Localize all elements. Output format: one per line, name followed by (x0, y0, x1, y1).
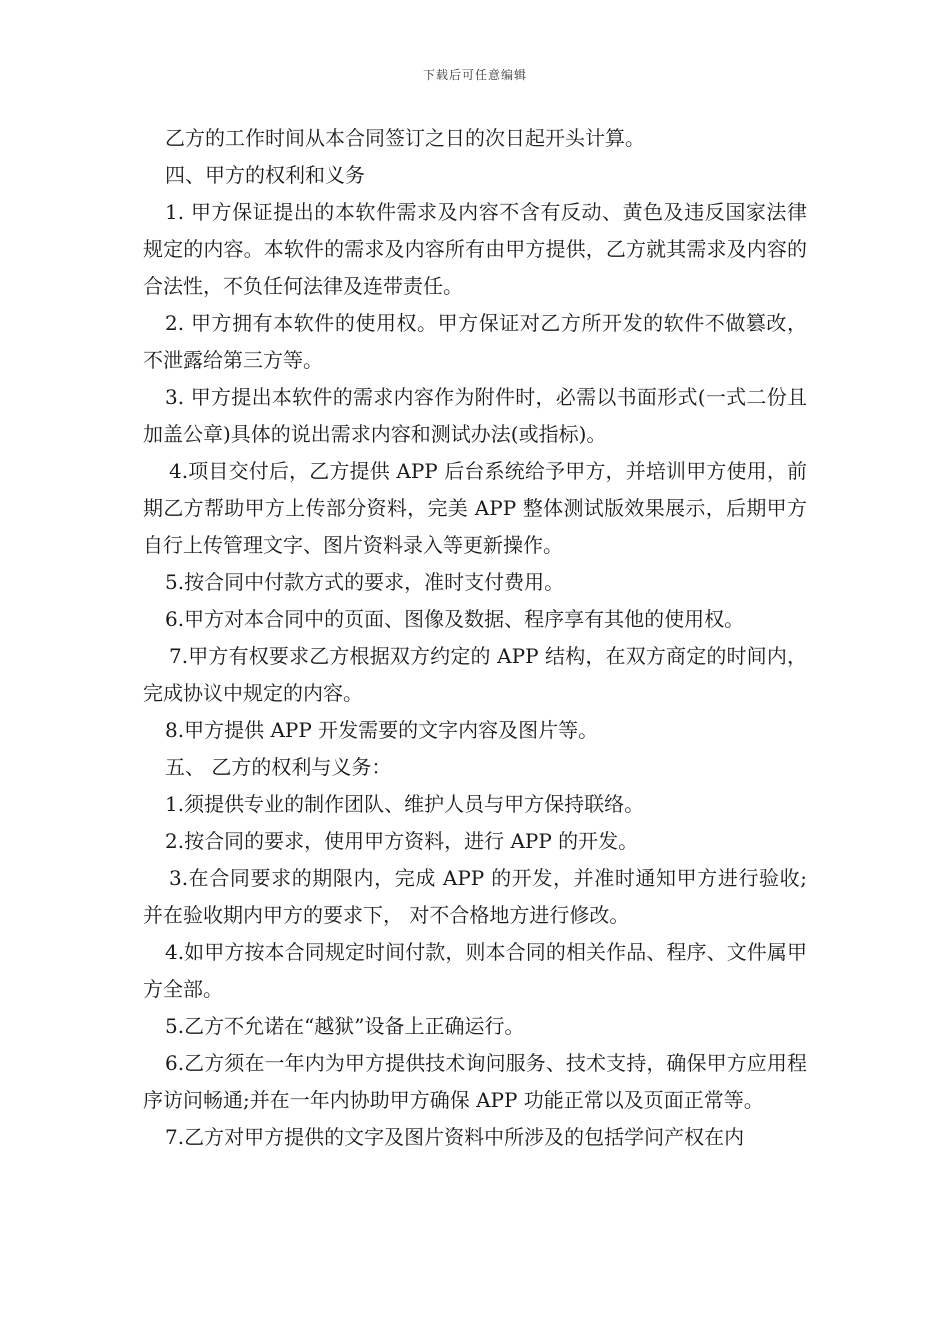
paragraph: 3. 甲方提出本软件的需求内容作为附件时，必需以书面形式(一式二份且加盖公章)具体的说出需求内容和测试办法(或指标)。 (143, 385, 807, 446)
paragraph: 8.甲方提供 APP 开发需要的文字内容及图片等。 (165, 718, 599, 742)
paragraph: 7.乙方对甲方提供的文字及图片资料中所涉及的包括学问产权在内 (165, 1125, 745, 1149)
section-heading: 五、 乙方的权利与义务： (165, 755, 392, 779)
paragraph: 4.项目交付后，乙方提供 APP 后台系统给予甲方，并培训甲方使用，前期乙方帮助甲方上传部分资料，完美 APP 整体测试版效果展示，后期甲方自行上传管理文字、图片资料录入等更新操作。 (143, 459, 807, 557)
paragraph: 4.如甲方按本合同规定时间付款，则本合同的相关作品、程序、文件属甲方全部。 (143, 940, 807, 1001)
paragraph: 2. 甲方拥有本软件的使用权。甲方保证对乙方所开发的软件不做篡改，不泄露给第三方等。 (143, 311, 807, 372)
document-body (143, 120, 807, 1156)
paragraph: 5.乙方不允诺在“越狱”设备上正确运行。 (165, 1014, 525, 1038)
paragraph: 6.甲方对本合同中的页面、图像及数据、程序享有其他的使用权。 (165, 607, 745, 631)
paragraph: 2.按合同的要求，使用甲方资料，进行 APP 的开发。 (165, 829, 639, 853)
paragraph: 6.乙方须在一年内为甲方提供技术询问服务、技术支持，确保甲方应用程序访问畅通;并在一年内协助甲方确保 APP 功能正常以及页面正常等。 (143, 1051, 807, 1112)
paragraph: 1. 甲方保证提出的本软件需求及内容不含有反动、黄色及违反国家法律规定的内容。本软件的需求及内容所有由甲方提供，乙方就其需求及内容的合法性，不负任何法律及连带责任。 (143, 200, 807, 298)
paragraph: 3.在合同要求的期限内，完成 APP 的开发，并准时通知甲方进行验收;并在验收期内甲方的要求下， 对不合格地方进行修改。 (143, 866, 807, 927)
section-heading: 四、甲方的权利和义务 (165, 163, 365, 187)
paragraph: 7.甲方有权要求乙方根据双方约定的 APP 结构，在双方商定的时间内，完成协议中规定的内容。 (143, 644, 807, 705)
header-note: 下载后可任意编辑 (422, 68, 527, 82)
paragraph: 5.按合同中付款方式的要求，准时支付费用。 (165, 570, 565, 594)
paragraph: 乙方的工作时间从本合同签订之日的次日起开头计算。 (165, 126, 645, 150)
paragraph: 1.须提供专业的制作团队、维护人员与甲方保持联络。 (165, 792, 645, 816)
